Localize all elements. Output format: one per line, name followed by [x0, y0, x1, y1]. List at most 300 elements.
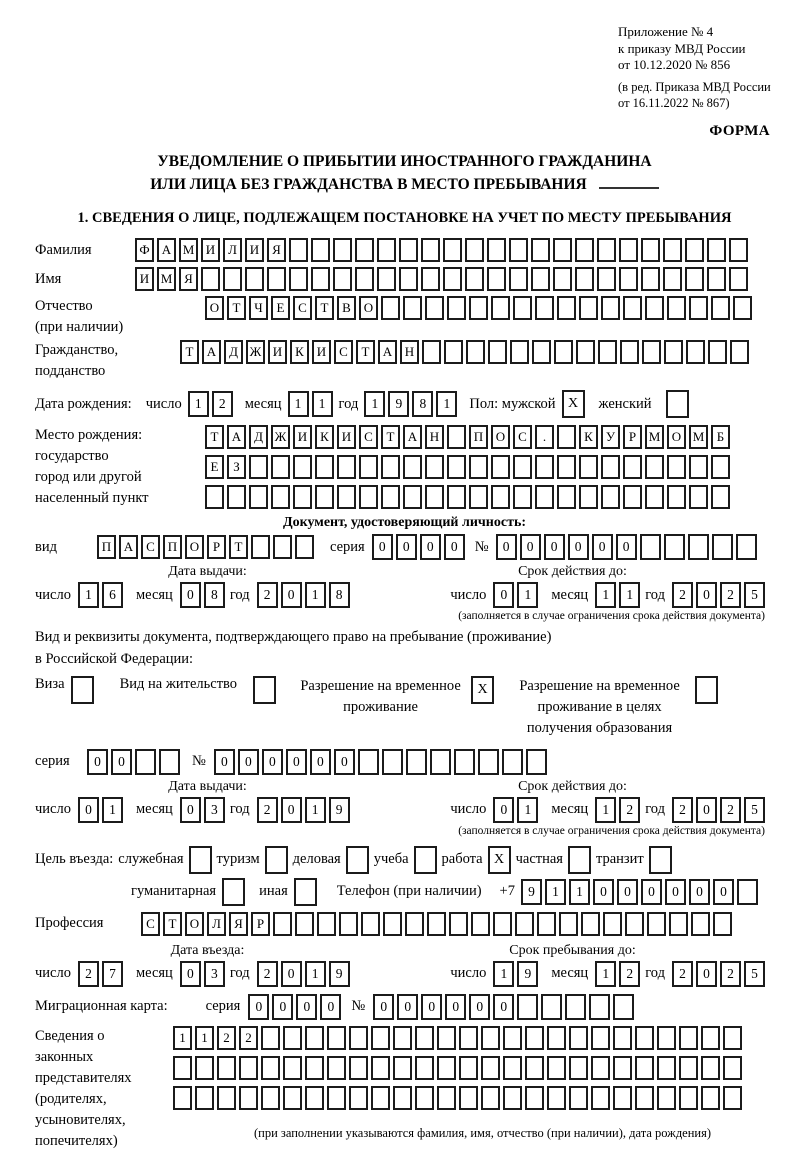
char-cell	[513, 296, 532, 320]
char-cell	[569, 1026, 588, 1050]
day-label: число	[35, 801, 71, 818]
char-cell	[667, 296, 686, 320]
iddoc-issue-head: Дата выдачи:	[168, 564, 247, 580]
day-label: число	[35, 586, 71, 603]
char-cell: 0	[373, 994, 394, 1020]
char-cell: Т	[356, 340, 375, 364]
char-cell	[591, 1026, 610, 1050]
char-cell	[531, 238, 550, 262]
form-title	[35, 150, 774, 197]
resdoc-options	[35, 676, 774, 739]
iddoc-kind-label: вид	[35, 538, 57, 555]
surname-label: Фамилия	[35, 241, 92, 258]
char-cell	[415, 1026, 434, 1050]
appendix-line: от 16.11.2022 № 867)	[618, 95, 730, 110]
char-cell	[481, 1056, 500, 1080]
char-cell: 9	[521, 879, 542, 905]
char-cell: Б	[711, 425, 730, 449]
entry-dates	[35, 943, 774, 987]
birth-year-cells	[364, 391, 457, 417]
char-cell: Т	[180, 340, 199, 364]
char-cell	[361, 912, 380, 936]
char-cell: 0	[469, 994, 490, 1020]
iddoc-valid-day-cells	[493, 582, 538, 608]
char-cell	[403, 485, 422, 509]
char-cell	[173, 1086, 192, 1110]
char-cell	[711, 485, 730, 509]
char-cell: И	[312, 340, 331, 364]
char-cell: 1	[517, 582, 538, 608]
char-cell: Л	[207, 912, 226, 936]
char-cell	[640, 534, 661, 560]
char-cell: Я	[229, 912, 248, 936]
char-cell: 5	[744, 797, 765, 823]
char-cell: 5	[744, 582, 765, 608]
birthplace-row2-cells	[205, 455, 730, 479]
char-cell: П	[163, 535, 182, 559]
char-cell: О	[185, 535, 204, 559]
char-cell	[723, 1026, 742, 1050]
char-cell	[245, 267, 264, 291]
char-cell: 9	[329, 961, 350, 987]
char-cell: 0	[272, 994, 293, 1020]
char-cell: 1	[619, 582, 640, 608]
char-cell	[569, 1086, 588, 1110]
char-cell: 1	[305, 582, 326, 608]
char-cell	[679, 1056, 698, 1080]
birthplace-row	[35, 425, 774, 515]
birthplace-cells	[205, 425, 730, 515]
year-label: год	[645, 586, 665, 603]
char-cell	[535, 455, 554, 479]
day-label: число	[145, 395, 182, 412]
char-cell: И	[201, 238, 220, 262]
char-cell: И	[293, 425, 312, 449]
char-cell	[641, 267, 660, 291]
char-cell	[635, 1026, 654, 1050]
char-cell	[371, 1056, 390, 1080]
char-cell	[708, 340, 727, 364]
char-cell: 0	[420, 534, 441, 560]
char-cell: 0	[493, 994, 514, 1020]
char-cell	[403, 455, 422, 479]
char-cell	[591, 1086, 610, 1110]
char-cell	[701, 1056, 720, 1080]
char-cell	[447, 485, 466, 509]
char-cell: 0	[444, 534, 465, 560]
char-cell	[686, 340, 705, 364]
char-cell: 8	[329, 582, 350, 608]
temp-residence-edu-label: Разрешение на временное проживание в целях получения образования	[519, 677, 680, 736]
char-cell	[667, 485, 686, 509]
char-cell: 1	[78, 582, 99, 608]
year-label: год	[645, 801, 665, 818]
char-cell	[251, 535, 270, 559]
char-cell: 3	[204, 797, 225, 823]
surname-cells	[135, 238, 748, 262]
char-cell	[478, 749, 499, 775]
residence-permit-checkbox	[253, 676, 276, 704]
char-cell: 2	[78, 961, 99, 987]
char-cell: Ч	[249, 296, 268, 320]
char-cell: 0	[296, 994, 317, 1020]
visa-checkbox	[71, 676, 94, 704]
char-cell	[481, 1026, 500, 1050]
appendix-reference	[618, 24, 774, 111]
char-cell	[415, 1086, 434, 1110]
char-cell	[597, 238, 616, 262]
purpose-work-checkbox: X	[488, 846, 511, 874]
char-cell: 0	[544, 534, 565, 560]
char-cell: Л	[223, 238, 242, 262]
migration-card-row	[35, 994, 774, 1020]
char-cell: Т	[205, 425, 224, 449]
purpose-opt-label: частная	[515, 851, 563, 868]
char-cell: 0	[310, 749, 331, 775]
patronymic-label: Отчество (при наличии)	[35, 298, 124, 336]
char-cell	[201, 267, 220, 291]
char-cell	[422, 340, 441, 364]
char-cell	[667, 455, 686, 479]
month-label: месяц	[551, 586, 589, 603]
char-cell: 2	[257, 961, 278, 987]
day-label: число	[450, 586, 487, 603]
temp-residence-label: Разрешение на временное проживание	[300, 677, 461, 715]
char-cell: Д	[249, 425, 268, 449]
char-cell: П	[469, 425, 488, 449]
char-cell	[393, 1086, 412, 1110]
char-cell: 9	[329, 797, 350, 823]
char-cell	[541, 994, 562, 1020]
phone-cells	[521, 879, 758, 905]
char-cell	[454, 749, 475, 775]
representatives-cells	[173, 1026, 742, 1116]
birthdate-row	[35, 390, 774, 418]
char-cell: З	[227, 455, 246, 479]
char-cell: К	[290, 340, 309, 364]
purpose-opt-label: учеба	[373, 851, 409, 868]
birthplace-label: Место рождения: государство город или другой населенный пункт	[35, 427, 149, 507]
purpose-tourism-checkbox	[265, 846, 288, 874]
char-cell	[663, 267, 682, 291]
char-cell	[317, 912, 336, 936]
temp-residence-edu-checkbox	[695, 676, 718, 704]
char-cell: 6	[102, 582, 123, 608]
char-cell	[311, 267, 330, 291]
char-cell	[223, 267, 242, 291]
char-cell	[517, 994, 538, 1020]
char-cell	[613, 1026, 632, 1050]
char-cell	[601, 455, 620, 479]
char-cell: О	[359, 296, 378, 320]
firstname-row	[35, 267, 774, 291]
char-cell: С	[141, 912, 160, 936]
char-cell: 2	[619, 961, 640, 987]
char-cell	[532, 340, 551, 364]
char-cell	[359, 455, 378, 479]
char-cell: 8	[204, 582, 225, 608]
char-cell: А	[202, 340, 221, 364]
iddoc-number-cells	[496, 534, 757, 560]
stay-month-cells	[595, 961, 640, 987]
entry-date-col	[35, 943, 380, 987]
series-label: серия	[330, 538, 365, 555]
entry-year-cells	[257, 961, 350, 987]
day-label: число	[35, 965, 71, 982]
char-cell	[575, 267, 594, 291]
resdoc-intro1: Вид и реквизиты документа, подтверждающего право на пребывание (проживание)	[35, 629, 552, 646]
char-cell	[736, 534, 757, 560]
char-cell	[377, 267, 396, 291]
char-cell	[315, 455, 334, 479]
profession-cells	[141, 912, 732, 936]
migration-card-label: Миграционная карта:	[35, 998, 168, 1015]
char-cell: П	[97, 535, 116, 559]
char-cell	[491, 485, 510, 509]
purpose-business-checkbox	[346, 846, 369, 874]
char-cell: 2	[212, 391, 233, 417]
month-label: месяц	[135, 801, 173, 818]
char-cell: И	[268, 340, 287, 364]
char-cell	[283, 1056, 302, 1080]
char-cell	[381, 455, 400, 479]
char-cell	[393, 1026, 412, 1050]
year-label: год	[229, 586, 250, 603]
char-cell	[557, 296, 576, 320]
form-title-line1: УВЕДОМЛЕНИЕ О ПРИБЫТИИ ИНОСТРАННОГО ГРАЖДАНИНА	[157, 152, 652, 170]
char-cell	[349, 1086, 368, 1110]
char-cell: 0	[180, 582, 201, 608]
char-cell: А	[378, 340, 397, 364]
char-cell: 0	[334, 749, 355, 775]
char-cell: В	[337, 296, 356, 320]
char-cell	[444, 340, 463, 364]
char-cell: 7	[102, 961, 123, 987]
char-cell	[405, 912, 424, 936]
char-cell: М	[645, 425, 664, 449]
char-cell	[553, 267, 572, 291]
char-cell	[305, 1086, 324, 1110]
form-title-line2: ИЛИ ЛИЦА БЕЗ ГРАЖДАНСТВА В МЕСТО ПРЕБЫВАНИЯ	[35, 173, 774, 196]
resdoc-valid-month-cells	[595, 797, 640, 823]
char-cell	[620, 340, 639, 364]
char-cell	[289, 267, 308, 291]
char-cell	[581, 912, 600, 936]
char-cell	[576, 340, 595, 364]
char-cell	[283, 1086, 302, 1110]
char-cell: 0	[281, 582, 302, 608]
year-label: год	[338, 395, 359, 412]
char-cell	[487, 267, 506, 291]
char-cell	[565, 994, 586, 1020]
char-cell: М	[179, 238, 198, 262]
char-cell	[647, 912, 666, 936]
month-label: месяц	[551, 801, 589, 818]
char-cell: С	[359, 425, 378, 449]
char-cell: 0	[262, 749, 283, 775]
char-cell: Т	[315, 296, 334, 320]
char-cell: 0	[214, 749, 235, 775]
char-cell: 0	[397, 994, 418, 1020]
char-cell	[217, 1086, 236, 1110]
char-cell	[273, 912, 292, 936]
char-cell: 2	[217, 1026, 236, 1050]
char-cell: Я	[179, 267, 198, 291]
purpose-other-checkbox	[294, 878, 317, 906]
char-cell: 0	[593, 879, 614, 905]
purpose-private-checkbox	[568, 846, 591, 874]
char-cell: 9	[517, 961, 538, 987]
char-cell	[381, 296, 400, 320]
resdoc-dates	[35, 779, 774, 837]
char-cell: Т	[381, 425, 400, 449]
char-cell	[619, 238, 638, 262]
char-cell: 0	[696, 961, 717, 987]
char-cell	[645, 455, 664, 479]
char-cell	[217, 1056, 236, 1080]
resdoc-issue-col	[35, 779, 380, 837]
char-cell	[669, 912, 688, 936]
char-cell: 0	[87, 749, 108, 775]
char-cell: Ж	[246, 340, 265, 364]
sex-male-checkbox: X	[562, 390, 585, 418]
char-cell: О	[491, 425, 510, 449]
char-cell	[554, 340, 573, 364]
char-cell	[513, 455, 532, 479]
month-label: месяц	[551, 965, 589, 982]
char-cell: И	[337, 425, 356, 449]
char-cell: О	[667, 425, 686, 449]
iddoc-series-cells	[372, 534, 465, 560]
char-cell	[701, 1086, 720, 1110]
char-cell	[239, 1056, 258, 1080]
iddoc-valid-note: (заполняется в случае ограничения срока действия документа)	[458, 610, 765, 623]
residence-permit-label: Вид на жительство	[119, 675, 238, 692]
char-cell: 2	[720, 582, 741, 608]
char-cell	[399, 238, 418, 262]
char-cell	[557, 425, 576, 449]
char-cell	[553, 238, 572, 262]
char-cell	[597, 267, 616, 291]
char-cell	[635, 1086, 654, 1110]
char-cell	[195, 1086, 214, 1110]
char-cell	[293, 455, 312, 479]
char-cell	[535, 296, 554, 320]
char-cell: .	[535, 425, 554, 449]
char-cell	[723, 1086, 742, 1110]
purpose-humanitarian-checkbox	[222, 878, 245, 906]
month-label: месяц	[135, 965, 173, 982]
char-cell: 2	[672, 797, 693, 823]
char-cell	[601, 296, 620, 320]
char-cell	[589, 994, 610, 1020]
visa-label: Виза	[35, 675, 65, 692]
char-cell	[355, 267, 374, 291]
resdoc-valid-year-cells	[672, 797, 765, 823]
char-cell	[723, 1056, 742, 1080]
char-cell: Т	[163, 912, 182, 936]
char-cell	[645, 296, 664, 320]
char-cell	[579, 455, 598, 479]
char-cell	[333, 267, 352, 291]
citizenship-label: Гражданство, подданство	[35, 342, 119, 380]
year-label: год	[229, 801, 250, 818]
series-label: серия	[205, 998, 241, 1015]
char-cell	[525, 1056, 544, 1080]
month-label: месяц	[135, 586, 173, 603]
char-cell: Н	[425, 425, 444, 449]
appendix-line: (в ред. Приказа МВД России	[618, 79, 771, 94]
char-cell: Н	[400, 340, 419, 364]
resdoc-valid-col	[380, 779, 765, 837]
iddoc-valid-year-cells	[672, 582, 765, 608]
char-cell: 1	[569, 879, 590, 905]
char-cell	[403, 296, 422, 320]
char-cell	[557, 485, 576, 509]
char-cell	[685, 238, 704, 262]
char-cell	[283, 1026, 302, 1050]
char-cell	[701, 1026, 720, 1050]
char-cell: 1	[173, 1026, 192, 1050]
char-cell	[613, 1056, 632, 1080]
char-cell	[613, 994, 634, 1020]
year-label: год	[645, 965, 665, 982]
char-cell: М	[157, 267, 176, 291]
resdoc-number-cells	[214, 749, 547, 775]
char-cell	[415, 1056, 434, 1080]
char-cell	[481, 1086, 500, 1110]
char-cell	[311, 238, 330, 262]
char-cell: К	[315, 425, 334, 449]
char-cell	[711, 455, 730, 479]
char-cell: 1	[364, 391, 385, 417]
char-cell	[267, 267, 286, 291]
char-cell	[664, 534, 685, 560]
char-cell	[459, 1026, 478, 1050]
char-cell	[601, 485, 620, 509]
char-cell	[443, 238, 462, 262]
char-cell	[657, 1026, 676, 1050]
char-cell: 0	[111, 749, 132, 775]
char-cell	[510, 340, 529, 364]
day-label: число	[450, 965, 487, 982]
char-cell: 0	[180, 797, 201, 823]
char-cell	[603, 912, 622, 936]
purpose-label: Цель въезда:	[35, 851, 114, 868]
char-cell: 0	[568, 534, 589, 560]
char-cell: 0	[281, 797, 302, 823]
char-cell	[559, 912, 578, 936]
entry-day-cells	[78, 961, 123, 987]
firstname-label: Имя	[35, 270, 62, 287]
char-cell	[642, 340, 661, 364]
series-label: серия	[35, 753, 70, 770]
char-cell	[493, 912, 512, 936]
char-cell: 1	[102, 797, 123, 823]
char-cell	[371, 1026, 390, 1050]
stay-year-cells	[672, 961, 765, 987]
char-cell	[449, 912, 468, 936]
char-cell: Р	[251, 912, 270, 936]
char-cell	[689, 455, 708, 479]
char-cell	[315, 485, 334, 509]
iddoc-dates	[35, 564, 774, 622]
char-cell: И	[245, 238, 264, 262]
char-cell	[359, 485, 378, 509]
char-cell	[249, 485, 268, 509]
birth-month-cells	[288, 391, 333, 417]
char-cell: 9	[388, 391, 409, 417]
